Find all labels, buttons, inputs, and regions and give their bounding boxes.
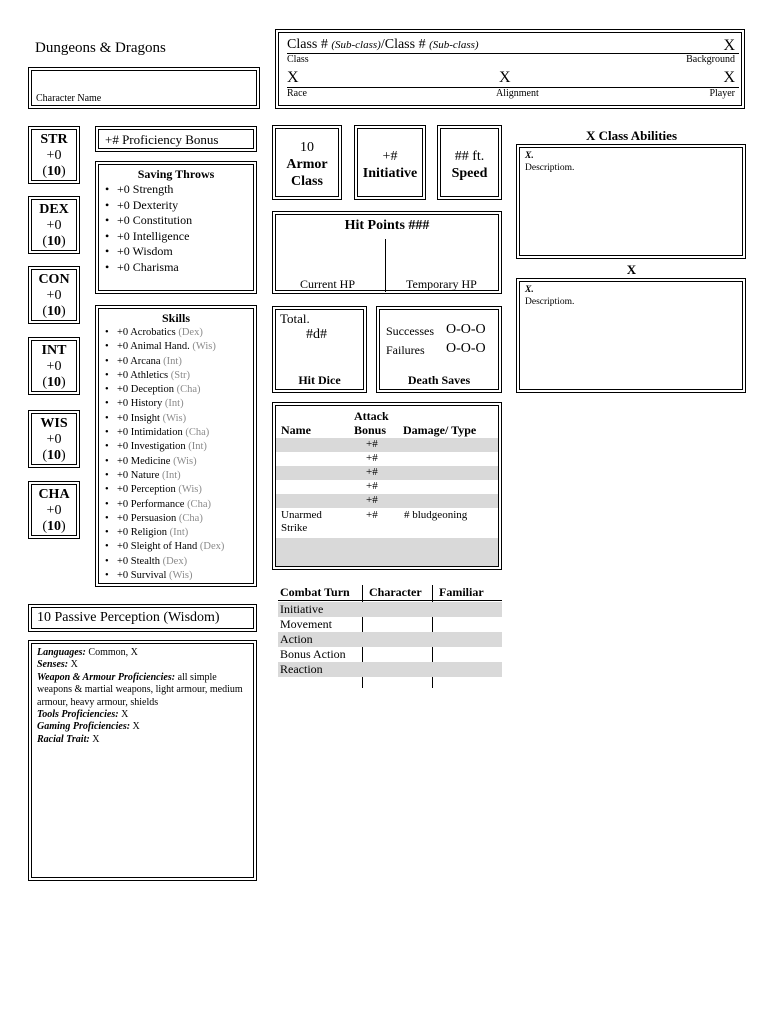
passive-perception-box[interactable] (28, 604, 257, 632)
ability-name: WIS (40, 416, 68, 431)
senses-line: Senses: X (37, 659, 78, 671)
tools-line: Tools Proficiencies: X (37, 709, 129, 721)
weapon-armour-line: Weapon & Armour Proficiencies: all simple weapons & martial weapons, light armour, medium armour, heavy armour, shields (37, 671, 243, 708)
saving-throw-item[interactable]: • +0 Charisma (103, 260, 249, 276)
class-ability-name: X. (525, 151, 534, 161)
initiative-value: +# (382, 149, 398, 164)
ability-wis[interactable] (28, 410, 80, 468)
racial-trait-line: Racial Trait: X (37, 733, 100, 745)
class-abilities-box[interactable] (516, 144, 746, 259)
ability-name: CON (38, 272, 70, 287)
combat-row[interactable]: Bonus Action (280, 647, 346, 661)
ability-con[interactable] (28, 266, 80, 324)
class-info-box (275, 29, 745, 109)
ability-name: DEX (39, 202, 69, 217)
initiative-label: Initiative (362, 166, 418, 181)
hit-dice-value: #d# (306, 327, 327, 342)
skill-item[interactable]: • +0 History (Int) (103, 397, 249, 411)
ability-modifier: +0 (46, 148, 62, 163)
player-value[interactable]: X (723, 69, 735, 86)
skill-item[interactable]: • +0 Investigation (Int) (103, 440, 249, 454)
attack-header-top: Attack (354, 409, 389, 423)
skill-item[interactable]: • +0 Animal Hand. (Wis) (103, 340, 249, 354)
skill-item[interactable]: • +0 Nature (Int) (103, 469, 249, 483)
ability-score: (10) (42, 519, 66, 534)
attack-row[interactable]: +# (276, 438, 498, 452)
combat-row[interactable]: Movement (280, 617, 332, 631)
class-label: Class (287, 54, 309, 65)
hit-dice-total-label: Total. (280, 311, 310, 326)
combat-row[interactable]: Action (278, 632, 502, 647)
skill-item[interactable]: • +0 Insight (Wis) (103, 412, 249, 426)
alignment-label: Alignment (496, 88, 539, 99)
death-saves-label: Death Saves (407, 373, 471, 387)
skill-item[interactable]: • +0 Medicine (Wis) (103, 455, 249, 469)
proficiencies-box[interactable] (28, 640, 257, 881)
character-name-box[interactable] (28, 67, 260, 109)
skill-item[interactable]: • +0 Stealth (Dex) (103, 555, 249, 569)
combat-header: Character (369, 585, 422, 599)
ability-cha[interactable] (28, 481, 80, 539)
gaming-line: Gaming Proficiencies: X (37, 721, 140, 733)
saving-throw-item[interactable]: • +0 Intelligence (103, 229, 249, 245)
ability-score: (10) (42, 234, 66, 249)
ability-score: (10) (42, 164, 66, 179)
initiative-box[interactable] (354, 125, 426, 200)
armor-class-box[interactable] (272, 125, 342, 200)
ability-name: CHA (38, 487, 70, 502)
attack-col-damage: Damage/ Type (403, 423, 477, 437)
hp-divider (385, 239, 386, 292)
ability-name: STR (40, 132, 68, 147)
speed-label: Speed (451, 166, 488, 181)
successes-marks[interactable]: O-O-O (446, 322, 486, 337)
hit-dice-box[interactable] (272, 306, 367, 393)
death-saves-box[interactable] (376, 306, 502, 393)
proficiency-bonus: +# Proficiency Bonus (105, 132, 219, 147)
attack-col-bonus: Bonus (354, 423, 387, 437)
class-b: Class # (384, 37, 426, 52)
attack-row[interactable]: +# (276, 494, 498, 508)
ability-score: (10) (42, 448, 66, 463)
current-hp-label: Current HP (300, 277, 355, 291)
failures-marks[interactable]: O-O-O (446, 341, 486, 356)
class-x-value[interactable]: X (723, 37, 735, 54)
hit-points-title: Hit Points ### (344, 218, 430, 233)
skill-item[interactable]: • +0 Performance (Cha) (103, 498, 249, 512)
background-label: Background (686, 54, 735, 65)
class-underline (287, 53, 739, 54)
saving-throws-box (95, 161, 257, 294)
second-panel-entry-desc: Descriptiom. (525, 297, 575, 307)
class-line[interactable] (287, 37, 479, 53)
ability-int[interactable] (28, 337, 80, 395)
skills-title: Skills (161, 311, 191, 325)
temporary-hp-label: Temporary HP (406, 277, 477, 291)
skill-item[interactable]: • +0 Acrobatics (Dex) (103, 326, 249, 340)
alignment-value[interactable]: X (499, 69, 511, 86)
hit-points-box[interactable] (272, 211, 502, 294)
saving-throw-item[interactable]: • +0 Wisdom (103, 244, 249, 260)
passive-perception: 10 Passive Perception (Wisdom) (37, 610, 220, 625)
skill-item[interactable]: • +0 Athletics (Str) (103, 369, 249, 383)
skill-item[interactable]: • +0 Perception (Wis) (103, 483, 249, 497)
skill-item[interactable]: • +0 Deception (Cha) (103, 383, 249, 397)
second-panel-box[interactable] (516, 278, 746, 393)
speed-box[interactable] (437, 125, 502, 200)
skill-item[interactable]: • +0 Sleight of Hand (Dex) (103, 540, 249, 554)
combat-row[interactable]: Reaction (278, 662, 502, 677)
ability-dex[interactable] (28, 196, 80, 254)
attacks-box (272, 402, 502, 570)
race-value[interactable]: X (287, 69, 299, 86)
successes-label: Successes (386, 324, 434, 338)
saving-throw-item[interactable]: • +0 Strength (103, 182, 249, 198)
ability-modifier: +0 (46, 359, 62, 374)
attack-row-unarmed[interactable]: Unarmed Strike +# # bludgeoning (281, 509, 468, 534)
skill-item[interactable]: • +0 Persuasion (Cha) (103, 512, 249, 526)
combat-row[interactable]: Initiative (278, 602, 502, 617)
character-name-label: Character Name (36, 93, 102, 104)
skills-box (95, 305, 257, 587)
second-panel-entry-name: X. (525, 285, 534, 295)
failures-label: Failures (386, 343, 425, 357)
ability-modifier: +0 (46, 218, 62, 233)
attack-row[interactable]: +# (366, 480, 378, 492)
saving-throw-item[interactable]: • +0 Dexterity (103, 198, 249, 214)
combat-header: Familiar (439, 585, 484, 599)
class-ability-desc: Descriptiom. (525, 163, 575, 173)
armor-class-label-2: Class (291, 174, 323, 189)
skill-item[interactable]: • +0 Religion (Int) (103, 526, 249, 540)
attack-col-name: Name (281, 423, 311, 437)
combat-header: Combat Turn (280, 585, 350, 599)
attack-row[interactable]: +# (276, 466, 498, 480)
proficiency-bonus-box[interactable] (95, 126, 257, 152)
skill-item[interactable]: • +0 Intimidation (Cha) (103, 426, 249, 440)
speed-value: ## ft. (454, 149, 485, 164)
subclass-a: (Sub-class) (331, 39, 381, 51)
class-a: Class # (287, 37, 328, 52)
game-title: Dungeons & Dragons (35, 40, 166, 56)
ability-modifier: +0 (46, 432, 62, 447)
hit-dice-label: Hit Dice (298, 373, 341, 387)
armor-class-value: 10 (300, 140, 314, 155)
player-label: Player (709, 88, 735, 99)
attack-row-blank[interactable] (276, 538, 498, 566)
saving-throws-title: Saving Throws (137, 167, 215, 181)
second-panel-title: X (626, 262, 637, 277)
saving-throw-item[interactable]: • +0 Constitution (103, 213, 249, 229)
subclass-b: (Sub-class) (429, 39, 479, 51)
skill-item[interactable]: • +0 Arcana (Int) (103, 355, 249, 369)
ability-modifier: +0 (46, 288, 62, 303)
ability-score: (10) (42, 375, 66, 390)
ability-str[interactable] (28, 126, 80, 184)
ability-name: INT (41, 343, 67, 358)
ability-score: (10) (42, 304, 66, 319)
skill-item[interactable]: • +0 Survival (Wis) (103, 569, 249, 583)
class-separator: / (380, 37, 385, 52)
ability-modifier: +0 (46, 503, 62, 518)
race-label: Race (287, 88, 307, 99)
armor-class-label-1: Armor (286, 157, 328, 172)
languages-line: Languages: Common, X (37, 647, 138, 658)
combat-header-row (278, 585, 502, 601)
attack-row[interactable]: +# (366, 452, 378, 464)
class-abilities-title: X Class Abilities (585, 128, 677, 143)
